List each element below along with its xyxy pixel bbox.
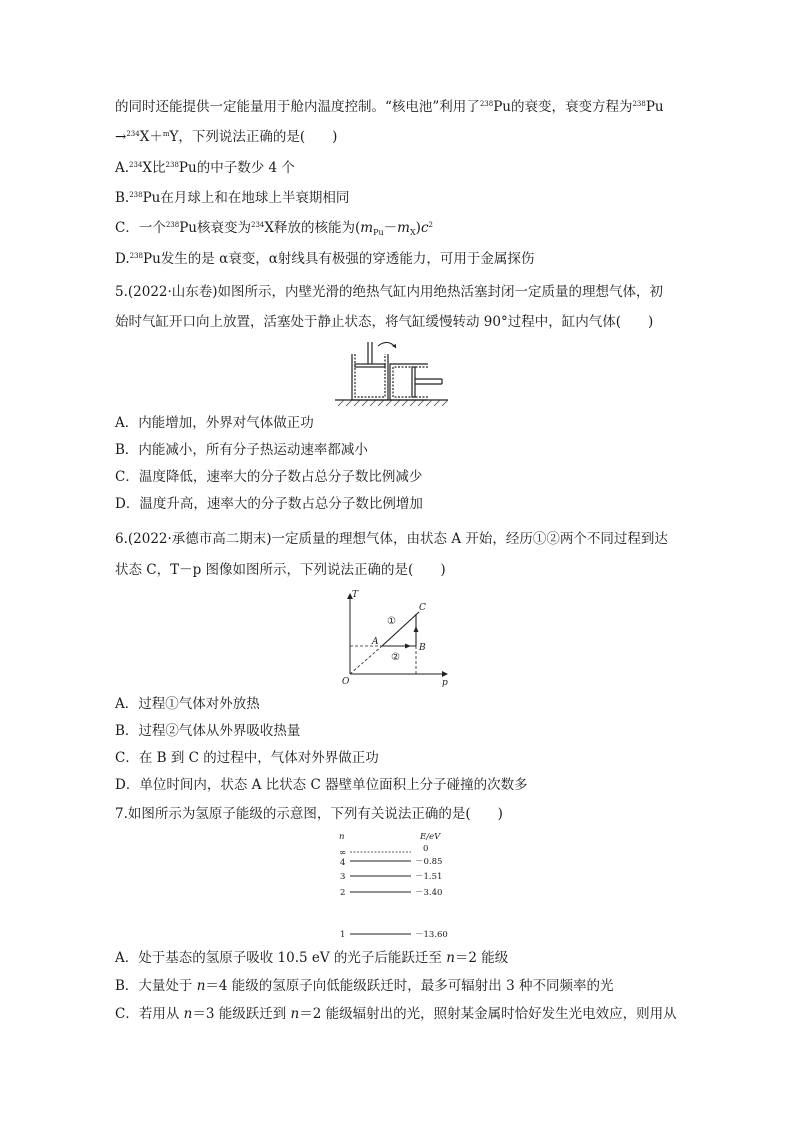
- q4-option-a[interactable]: [115, 158, 295, 178]
- option-text: 核衰变为: [197, 220, 251, 236]
- pu-mass: 238: [479, 100, 494, 108]
- pu-symbol: Pu: [493, 99, 511, 115]
- q7-option-c[interactable]: [115, 1004, 677, 1024]
- level-n: ∞: [339, 848, 347, 858]
- level-energy: －3.40: [415, 888, 443, 898]
- x-mass: 234: [129, 161, 143, 169]
- pu-mass: 238: [165, 221, 180, 229]
- pu-symbol: Pu: [645, 99, 664, 115]
- level-energy: 0: [423, 844, 429, 854]
- q5-stem-line1: 5.(2022·山东卷)如图所示，内壁光滑的绝热气缸内用绝热活塞封闭一定质量的理想气体，初: [115, 284, 664, 300]
- q7-stem: 7.如图所示为氢原子能级的示意图，下列有关说法正确的是( ): [115, 806, 503, 822]
- y-symbol: Y: [169, 129, 179, 145]
- level-energy: －13.60: [415, 930, 448, 940]
- option-text: 在月球上和在地球上半衰期相同: [160, 190, 350, 206]
- q4-option-c[interactable]: [115, 218, 433, 238]
- level-energy: －0.85: [415, 857, 443, 867]
- p-axis-label: p: [442, 678, 448, 688]
- option-text: B．大量处于: [115, 978, 197, 994]
- q4-text: 的同时还能提供一定能量用于舱内温度控制。“核电池”利用了: [115, 99, 480, 115]
- minus: －: [383, 220, 398, 236]
- q6-option-a[interactable]: A．过程①气体对外放热: [115, 696, 260, 712]
- level-n: 1: [340, 930, 346, 940]
- option-text: 比: [152, 160, 166, 176]
- q6-option-d[interactable]: D．单位时间内，状态 A 比状态 C 器壁单位面积上分子碰撞的次数多: [115, 777, 528, 793]
- q6-option-c[interactable]: C．在 B 到 C 的过程中，气体对外界做正功: [115, 750, 379, 766]
- q6-stem-line1: 6.(2022·承德市高二期末)一定质量的理想气体，由状态 A 开始，经历①②两个不同过程到达: [115, 531, 668, 547]
- y-mass: m: [162, 130, 170, 138]
- pu-symbol: Pu: [179, 220, 197, 236]
- light-speed: c: [420, 220, 429, 236]
- q7-option-b[interactable]: [115, 976, 613, 996]
- option-text: ＝2 能级辐射出的光，照射某金属时恰好发生光电效应，则用从: [299, 1006, 677, 1022]
- t-axis-label: T: [352, 590, 359, 600]
- level-energy: －1.51: [415, 872, 443, 882]
- x-mass: 234: [126, 130, 140, 138]
- n-symbol: n: [183, 1006, 193, 1022]
- point-c-label: C: [419, 603, 426, 613]
- subscript: Pu: [373, 228, 384, 237]
- q5-option-b[interactable]: B．内能减小，所有分子热运动速率都减小: [115, 442, 368, 458]
- level-n: 3: [340, 872, 346, 882]
- n-symbol: n: [196, 978, 206, 994]
- option-label: C．一个: [115, 220, 166, 236]
- cylinder-rotation-figure: [330, 338, 455, 410]
- origin-label: O: [342, 677, 350, 687]
- option-text: ＝4 能级的氢原子向低能级跃迁时，最多可辐射出 3 种不同频率的光: [205, 978, 614, 994]
- q5-option-d[interactable]: D．温度升高，速率大的分子数占总分子数比例增加: [115, 496, 423, 512]
- q7-option-a[interactable]: [115, 948, 508, 968]
- n-symbol: n: [446, 950, 455, 966]
- exponent: 2: [428, 221, 433, 229]
- t-p-graph: [335, 588, 455, 688]
- pu-symbol: Pu: [142, 190, 161, 206]
- arrow: →: [115, 129, 127, 145]
- x-mass: 234: [251, 221, 265, 229]
- q6-option-b[interactable]: B．过程②气体从外界吸收热量: [115, 723, 301, 739]
- q4-option-d[interactable]: [115, 249, 534, 269]
- q5-option-a[interactable]: A．内能增加，外界对气体做正功: [115, 415, 314, 431]
- x-symbol: X: [139, 129, 150, 145]
- path-1-label: ①: [387, 616, 396, 627]
- option-text: A．处于基态的氢原子吸收 10.5 eV 的光子后能跃迁至: [115, 950, 447, 966]
- level-n: 2: [340, 888, 346, 898]
- q4-text: ，下列说法正确的是( ): [178, 129, 338, 145]
- option-text: 的中子数少 4 个: [196, 160, 295, 176]
- pu-mass: 238: [129, 191, 143, 199]
- hydrogen-energy-level-diagram: [335, 828, 465, 943]
- subscript: X: [409, 228, 416, 237]
- x-symbol: X: [142, 160, 153, 176]
- q4-option-b[interactable]: [115, 188, 349, 208]
- level-n: 4: [340, 858, 346, 868]
- mass-symbol: m: [397, 220, 410, 236]
- n-symbol: n: [290, 1006, 300, 1022]
- x-symbol: X: [264, 220, 274, 236]
- n-header: n: [339, 832, 345, 842]
- option-text: C．若用从: [115, 1006, 184, 1022]
- q4-stem-line2: [115, 127, 337, 147]
- pu-mass: 238: [165, 161, 179, 169]
- mass-symbol: m: [360, 220, 374, 236]
- path-2-label: ②: [391, 652, 400, 663]
- option-text: 发生的是 α衰变，α射线具有极强的穿透能力，可用于金属探伤: [160, 251, 535, 267]
- q5-stem-line2: 始时气缸开口向上放置，活塞处于静止状态，将气缸缓慢转动 90°过程中，缸内气体( ): [115, 314, 654, 330]
- q5-option-c[interactable]: C．温度降低，速率大的分子数占总分子数比例减少: [115, 469, 423, 485]
- option-text: ＝3 能级跃迁到: [192, 1006, 291, 1022]
- option-label: B.: [115, 190, 130, 206]
- q4-stem-line1: [115, 97, 664, 117]
- pu-symbol: Pu: [143, 251, 161, 267]
- point-b-label: B: [419, 643, 426, 653]
- option-text: ＝2 能级: [454, 950, 509, 966]
- paren: ): [415, 220, 421, 236]
- pu-mass: 238: [632, 100, 646, 108]
- pu-mass: 238: [129, 252, 144, 260]
- plus: ＋: [149, 129, 163, 145]
- q4-text: 的衰变，衰变方程为: [510, 99, 633, 115]
- q6-stem-line2: 状态 C，T－p 图像如图所示，下列说法正确的是( ): [115, 562, 446, 578]
- option-label: D.: [115, 251, 130, 267]
- option-label: A.: [115, 160, 130, 176]
- option-text: 释放的核能为(: [274, 220, 361, 236]
- energy-header: E/eV: [420, 832, 441, 842]
- point-a-label: A: [372, 637, 379, 647]
- pu-symbol: Pu: [178, 160, 197, 176]
